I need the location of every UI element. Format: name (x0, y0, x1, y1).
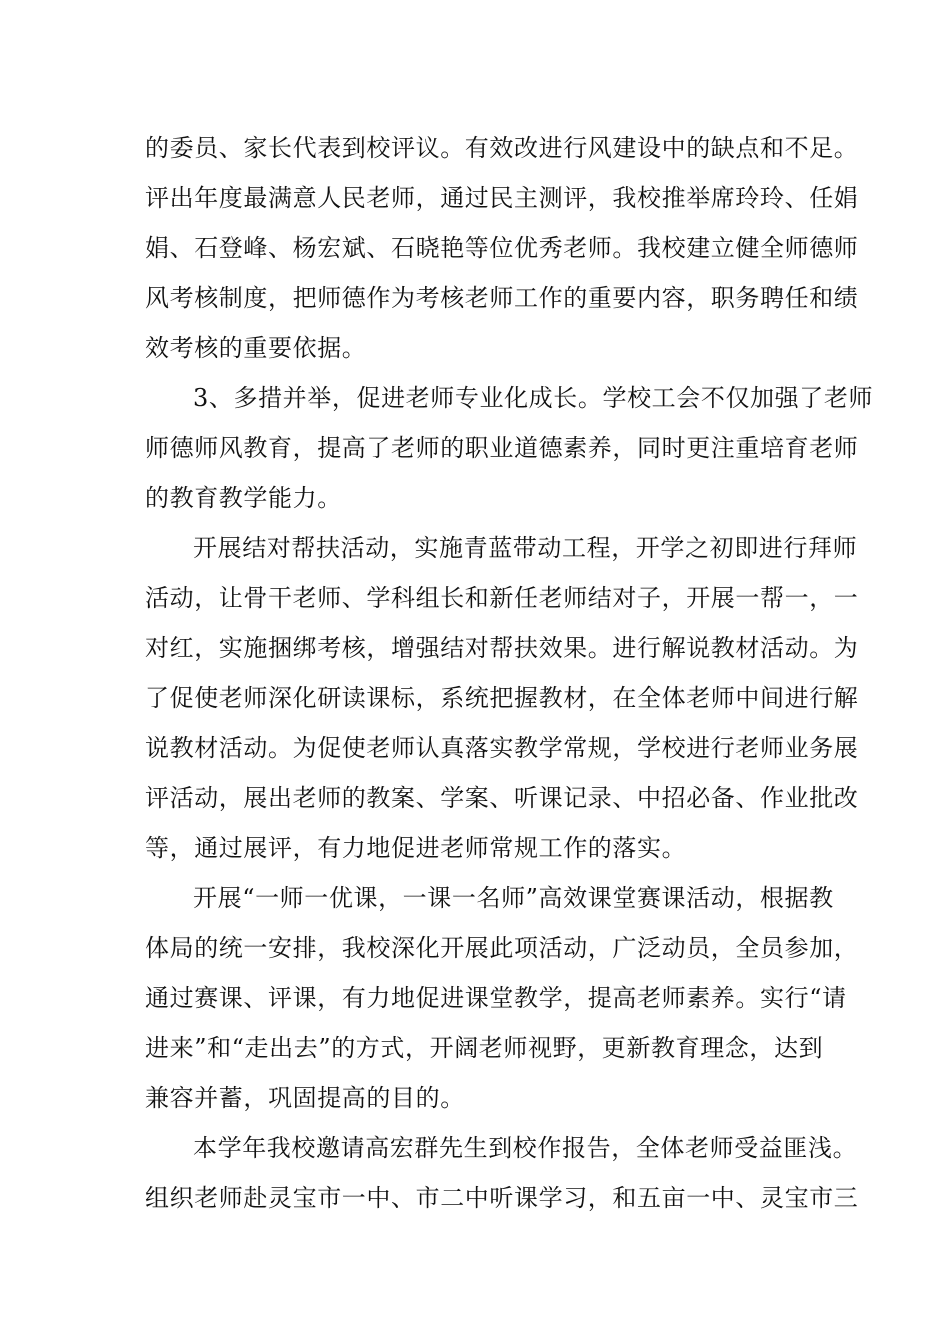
text-line: 师德师风教育，提高了老师的职业道德素养，同时更注重培育老师 (145, 434, 859, 462)
text-line: 了促使老师深化研读课标，系统把握教材，在全体老师中间进行解 (145, 684, 859, 712)
text-line: 本学年我校邀请高宏群先生到校作报告，全体老师受益匪浅。 (193, 1134, 858, 1162)
text-line: 兼容并蓄，巩固提高的目的。 (145, 1084, 465, 1112)
text-line: 效考核的重要依据。 (145, 334, 367, 362)
text-line: 开展结对帮扶活动，实施青蓝带动工程，开学之初即进行拜师 (193, 534, 858, 562)
text-line: 评活动，展出老师的教案、学案、听课记录、中招必备、作业批改 (145, 784, 859, 812)
text-line: 风考核制度，把师德作为考核老师工作的重要内容，职务聘任和绩 (145, 284, 859, 312)
text-line: 娟、石登峰、杨宏斌、石晓艳等位优秀老师。我校建立健全师德师 (145, 234, 859, 262)
text-line: 的委员、家长代表到校评议。有效改进行风建设中的缺点和不足。 (145, 134, 859, 162)
text-line: 评出年度最满意人民老师，通过民主测评，我校推举席玲玲、任娟 (145, 184, 859, 212)
text-line: 活动，让骨干老师、学科组长和新任老师结对子，开展一帮一，一 (145, 584, 859, 612)
text-line: 体局的统一安排，我校深化开展此项活动，广泛动员，全员参加， (145, 934, 859, 962)
text-line: 说教材活动。为促使老师认真落实教学常规，学校进行老师业务展 (145, 734, 859, 762)
text-line: 3、多措并举，促进老师专业化成长。学校工会不仅加强了老师 (193, 384, 874, 412)
text-line: 开展“一师一优课，一课一名师”高效课堂赛课活动，根据教 (193, 884, 834, 912)
text-line: 的教育教学能力。 (145, 484, 342, 512)
text-line: 进来”和“走出去”的方式，开阔老师视野，更新教育理念，达到 (145, 1034, 824, 1062)
text-line: 等，通过展评，有力地促进老师常规工作的落实。 (145, 834, 687, 862)
text-line: 通过赛课、评课，有力地促进课堂教学，提高老师素养。实行“请 (145, 984, 847, 1012)
text-line: 组织老师赴灵宝市一中、市二中听课学习，和五亩一中、灵宝市三 (145, 1184, 859, 1212)
text-line: 对红，实施捆绑考核，增强结对帮扶效果。进行解说教材活动。为 (145, 634, 859, 662)
